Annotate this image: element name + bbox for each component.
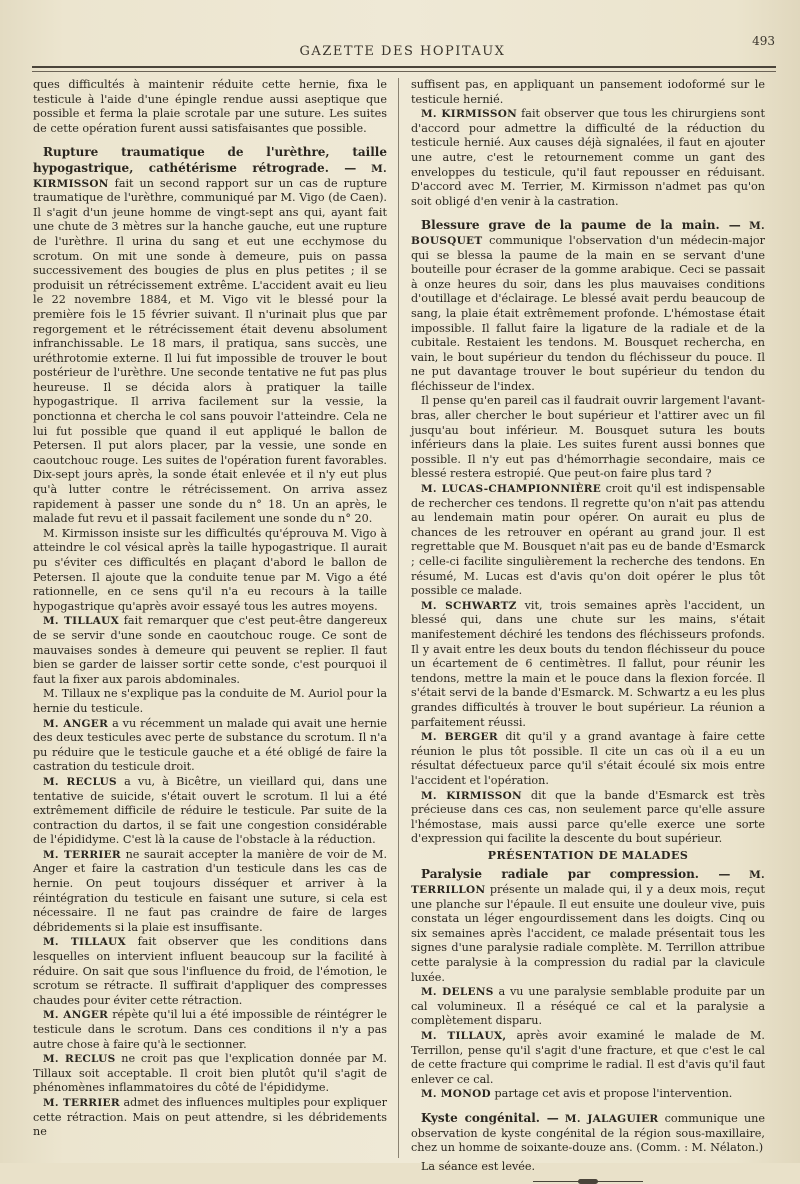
column-divider bbox=[398, 78, 399, 1158]
paragraph-text: a vu récemment un malade qui avait une hernie des deux testicules avec perte de substance du scrotum. Il n'a pu réduire que le testicule gauche et a été obligé de faire la castration du testicule droit. bbox=[33, 716, 387, 774]
paragraph-text: fait remarquer que c'est peut-être dangereux de se servir d'une sonde en caoutchouc rouge. Ce sont de mauvaises sondes à demeure qui peuvent se replier. Il faut bien se garder de laisser sortir cette sonde, c'est pourquoi il faut la fixer aux parois abdominales. bbox=[33, 614, 388, 686]
paragraph: M. Kirmisson insiste sur les difficultés qu'éprouva M. Vigo à atteindre le col vésical après la taille hypogastrique. Il aurait pu s'éviter ces difficultés en plaçant d'abord le ballon de Petersen. Il ajoute que la conduite tenue par M. Vigo a été rationnelle, en ce sens qu'il n'a eu recours à la taille hypogastrique qu'après avoir essayé tous les autres moyens. bbox=[33, 526, 387, 613]
paragraph-text: a vu une paralysie semblable produite par un cal volumineux. Il a réséqué ce cal et la paralysie a complètement disparu. bbox=[411, 985, 765, 1028]
speaker-name: M. ANGER bbox=[43, 717, 109, 730]
speaker-name: M. BERGER bbox=[421, 731, 498, 744]
page-header bbox=[30, 34, 775, 62]
paragraph bbox=[33, 1052, 387, 1096]
speaker-name: M. TILLAUX bbox=[43, 936, 126, 949]
speaker-name: M. KIRMISSON bbox=[33, 162, 387, 190]
speaker-name: M. KIRMISSON bbox=[421, 789, 522, 802]
paragraph bbox=[411, 107, 765, 209]
paragraph bbox=[411, 730, 765, 788]
section-title: PRÉSENTATION DE MALADES bbox=[487, 848, 689, 862]
left-column bbox=[33, 78, 387, 1140]
speaker-name: M. DELENS bbox=[421, 986, 494, 999]
paragraph-text: ne croit pas que l'explication donnée par M. Tillaux soit acceptable. Il croit bien plutôt qu'il s'agit de phénomènes inflammatoires du côté de l'épididyme. bbox=[33, 1052, 387, 1095]
page-number: 493 bbox=[752, 34, 775, 48]
end-ornament bbox=[533, 1180, 643, 1184]
paragraph bbox=[33, 1008, 387, 1052]
article-heading: Rupture traumatique de l'urèthre, taille hypogastrique, cathétérisme rétrograde. — bbox=[33, 145, 387, 175]
paragraph-text: communique l'observation d'un médecin-major qui se blessa la paume de la main en se servant d'une bouteille pour écraser de la gomme arabique. Ceci se passait à onze heures du soir, dans les plus mauvaises conditions d'outillage et d'éclairage. Le blessé avait perdu beaucoup de sang, la plaie était extrêmement profonde. L'hémostase était impossible. Il fallut faire la ligature de la radiale et de la cubitale. Restaient les tendons. M. Bousquet rechercha, en vain, le bout supérieur du tendon du fléchisseur du pouce. Il ne put davantage trouver le bout supérieur du tendon du fléchisseur de l'index. bbox=[411, 233, 765, 393]
paragraph bbox=[33, 775, 387, 848]
paragraph-text: présente un malade qui, il y a deux mois, reçut une planche sur l'épaule. Il eut ensuite une douleur vive, puis constata un léger engourdissement dans les doigts. Cinq ou six semaines après l'accident, ce malade présentait tous les signes d'une paralysie radiale complète. M. Terrillon attribue cette paralysie à la compression du radial par la clavicule luxée. bbox=[411, 883, 765, 984]
paragraph: M. Tillaux ne s'explique pas la conduite de M. Auriol pour la hernie du testicule. bbox=[33, 687, 387, 715]
right-column bbox=[411, 78, 765, 1184]
paragraph-text: vit, trois semaines après l'accident, un blessé qui, dans une chute sur les mains, s'était manifestement déchiré les tendons des fléchisseurs profonds. Il y avait entre les deux bouts du tendon fléchisseur du pouce un écartement de 6 centimètres. Il fallut, pour réunir les tendons, mettre la main et le pouce dans la flexion forcée. Il s'était servi de la bande d'Esmarck. M. Schwartz a eu les plus grandes difficultés à trouver le bout supérieur. La réunion a parfaitement réussi. bbox=[411, 598, 765, 729]
paragraph-text: fait un second rapport sur un cas de rupture traumatique de l'urèthre, communiqué par M. Vigo (de Caen). Il s'agit d'un jeune homme de vingt-sept ans qui, ayant fait une chute de 3 mètres sur la hanche gauche, eut une rupture de l'urèthre. Il urina du sang et eut une ecchymose du scrotum. On mit une sonde à demeure, puis on passa successivement des bougies de plus en plus petites ; il se produisit un rétrécissement extrême. L'accident avait eu lieu le 22 novembre 1884, et M. Vigo vit le blessé pour la première fois le 15 février suivant. Il n'urinait plus que par regorgement et le rétrécissement était devenu absolument infranchissable. Le 18 mars, il pratiqua, sans succès, une uréthrotomie externe. Il lui fut impossible de trouver le bout postérieur de l'urèthre. Une seconde tentative ne fut pas plus heureuse. Il se décida alors à pratiquer la taille hypogastrique. Il arriva facilement sur la vessie, la ponctionna et chercha le col sans pouvoir l'atteindre. Cela ne lui fut possible que quand il eut appliqué le ballon de Petersen. Il put alors placer, par la vessie, une sonde en caoutchouc rouge. Les suites de l'opération furent favorables. Dix-sept jours après, la sonde était enlevée et il n'y eut plus qu'à lutter contre le rétrécissement. On arriva assez rapidement à passer une sonde du n° 18. Un an après, le malade fut revu et il passait facilement une sonde du n° 20. bbox=[33, 176, 387, 526]
paragraph bbox=[411, 1029, 765, 1087]
paragraph-urethra-rupture bbox=[33, 145, 387, 526]
paragraph bbox=[33, 935, 387, 1008]
paragraph-text: a vu, à Bicêtre, un vieillard qui, dans une tentative de suicide, s'était ouvert le scrotum. Il lui a été extrêmement difficile de réduire le testicule. Par suite de la contraction du dartos, il se fait une congestion considérable de l'épididyme. C'est là la cause de l'obstacle à la réduction. bbox=[33, 774, 387, 847]
paragraph-text: fait observer que les conditions dans lesquelles on intervient influent beaucoup sur la facilité à réduire. On sait que sous l'influence du froid, de l'émotion, le scrotum se rétracte. Il suffirait d'appliquer des compresses chaudes pour éviter cette rétraction. bbox=[33, 935, 388, 1007]
speaker-name: M. BOUSQUET bbox=[411, 220, 765, 247]
paragraph-text: après avoir examiné le malade de M. Terrillon, pense qu'il s'agit d'une fracture, et que c'est le cal de cette fracture qui comprime le radial. Il est d'avis qu'il faut enlever ce cal. bbox=[411, 1029, 765, 1086]
paragraph-text: répète qu'il lui a été impossible de réintégrer le testicule dans le scrotum. Dans ces conditions il n'y a pas autre chose à faire qu'à le sectionner. bbox=[33, 1008, 388, 1051]
speaker-name: M. TILLAUX bbox=[43, 615, 120, 628]
journal-title: GAZETTE DES HOPITAUX bbox=[299, 44, 506, 59]
paragraph-hand-wound bbox=[411, 218, 765, 394]
paragraph-text: partage cet avis et propose l'intervention. bbox=[494, 1087, 733, 1101]
article-heading: Blessure grave de la paume de la main. — bbox=[421, 218, 741, 233]
paragraph-text: communique une observation de kyste congénital de la région sous-maxillaire, chez un homme de soixante-douze ans. (Comm. : M. Nélaton.) bbox=[411, 1111, 765, 1155]
speaker-name: M. RECLUS bbox=[43, 1053, 116, 1066]
paragraph-congenital-cyst bbox=[411, 1111, 765, 1156]
paragraph bbox=[33, 614, 387, 687]
paragraph bbox=[411, 599, 765, 730]
header-rule-thin bbox=[32, 71, 776, 72]
paragraph bbox=[411, 482, 765, 599]
paragraph-text: ne saurait accepter la manière de voir de M. Anger et faire la castration d'un testicule dans les cas de hernie. On peut toujours disséquer et arriver à la réintégration du testicule en faisant une suture, si cela est nécessaire. Il ne faut pas craindre de faire de larges débridements si la plaie est insuffisante. bbox=[33, 847, 388, 934]
header-rule bbox=[32, 66, 776, 68]
article-heading: Paralysie radiale par compression. — bbox=[421, 867, 731, 882]
speaker-name: M. KIRMISSON bbox=[421, 108, 518, 121]
speaker-name: M. TERRILLON bbox=[411, 869, 765, 897]
speaker-name: M. MONOD bbox=[421, 1088, 491, 1101]
speaker-name: M. TILLAUX, bbox=[421, 1030, 507, 1042]
paragraph bbox=[411, 789, 765, 847]
paragraph bbox=[411, 985, 765, 1029]
speaker-name: M. SCHWARTZ bbox=[421, 599, 517, 612]
speaker-name: M. TERRIER bbox=[43, 1096, 120, 1109]
paragraph-radial-paralysis bbox=[411, 867, 765, 985]
paragraph-text: fait observer que tous les chirurgiens sont d'accord pour admettre la difficulté de la réduction du testicule hernié. Aux causes déjà signalées, il faut en ajouter une autre, c'est le retournement comme un gant des enveloppes du testicule, qu'il faut repousser en réduisant. D'accord avec M. Terrier, M. Kirmisson n'admet pas qu'on soit obligé d'en venir à la castration. bbox=[411, 107, 765, 208]
paragraph-text: croit qu'il est indispensable de rechercher ces tendons. Il regrette qu'on n'ait pas attendu au lendemain matin pour opérer. On aurait eu plus de chances de les retrouver en opérant au grand jour. Il est regrettable que M. Bousquet n'ait pas eu de bande d'Esmarck ; celle-ci facilite singulièrement la recherche des tendons. En résumé, M. Lucas est d'avis qu'on doit opérer le plus tôt possible ce malade. bbox=[411, 482, 765, 598]
paragraph: Il pense qu'en pareil cas il faudrait ouvrir largement l'avant-bras, aller chercher le bout supérieur et l'attirer avec un fil jusqu'au bout inférieur. M. Bousquet sutura les bouts inférieurs dans la plaie. Les suites furent aussi bonnes que possible. Il n'y eut pas d'hémorrhagie secondaire, mais ce blessé restera estropié. Que peut-on faire plus tard ? bbox=[411, 394, 765, 481]
paragraph: suffisent pas, en appliquant un pansement iodoformé sur le testicule hernié. bbox=[411, 78, 765, 106]
article-heading: Kyste congénital. — bbox=[421, 1110, 559, 1125]
speaker-name: M. TERRIER bbox=[43, 848, 121, 861]
speaker-name: M. ANGER bbox=[43, 1009, 109, 1022]
speaker-name: M. JALAGUIER bbox=[564, 1112, 659, 1125]
paragraph: ques difficultés à maintenir réduite cette hernie, fixa le testicule à l'aide d'une épingle rendue aussi aseptique que possible et ferma la plaie scrotale par une suture. Les suites de cette opération furent aussi satisfaisantes que possible. bbox=[33, 78, 387, 135]
paragraph-text: dit qu'il y a grand avantage à faire cette réunion le plus tôt possible. Il cite un cas où il a eu un résultat défectueux parce qu'il s'était écoulé six mois entre l'accident et l'opération. bbox=[411, 730, 765, 787]
paragraph bbox=[411, 1087, 765, 1102]
speaker-name: M. RECLUS bbox=[43, 775, 117, 788]
paragraph-text: dit que la bande d'Esmarck est très précieuse dans ces cas, non seulement parce qu'elle assure l'hémostase, mais aussi parce qu'elle exerce une sorte d'expression qui facilite la descente du bout supérieur. bbox=[411, 788, 765, 846]
paragraph bbox=[33, 1096, 387, 1140]
session-closing: La séance est levée. bbox=[421, 1159, 536, 1173]
speaker-name: M. LUCAS-CHAMPIONNIÈRE bbox=[421, 483, 602, 496]
paragraph bbox=[33, 848, 387, 936]
paragraph bbox=[33, 717, 387, 775]
paragraph-text: admet des influences multiples pour expliquer cette rétraction. Mais on peut attendre, si les débridements ne bbox=[33, 1095, 387, 1139]
